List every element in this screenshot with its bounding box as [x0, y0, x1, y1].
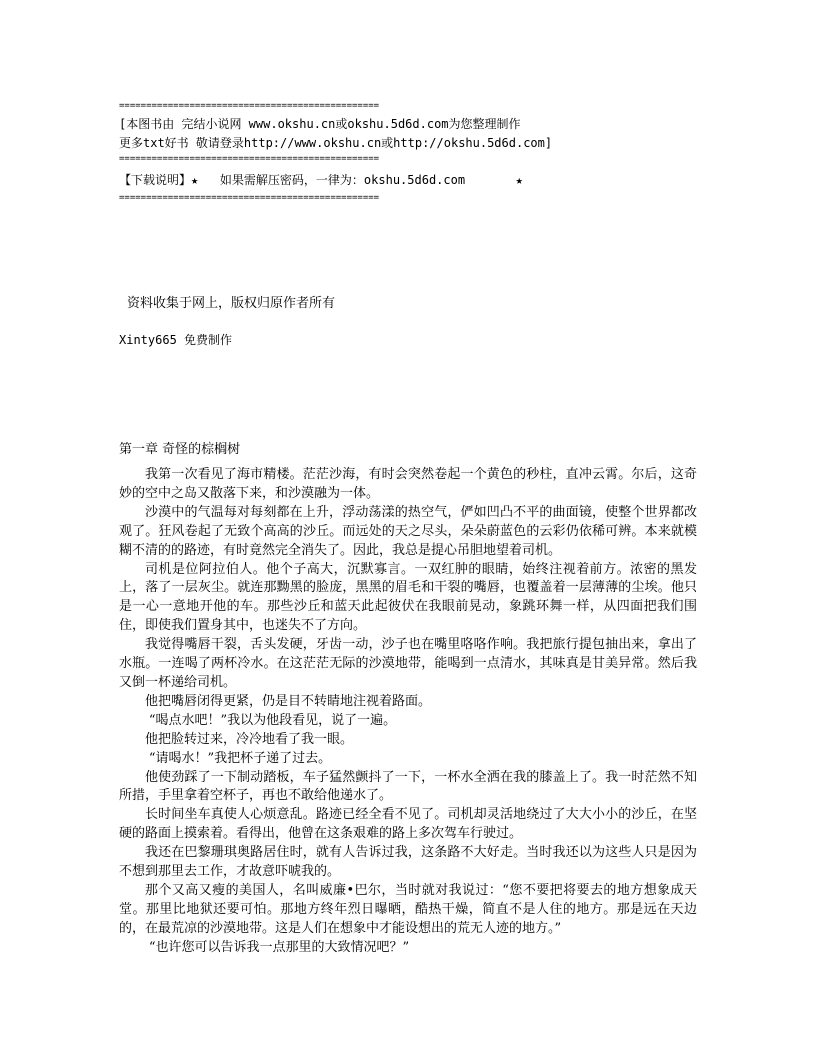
- separator-line: ================================================: [119, 101, 380, 111]
- chapter-title: 第一章 奇怪的棕榈树: [119, 442, 241, 457]
- paragraph: 他把脸转过来，冷冷地看了我一眼。: [145, 731, 354, 747]
- paragraph: 我还在巴黎珊琪奥路居住时，就有人告诉过我，这条路不大好走。当时我还以为这些人只是因为不想到那里去工作，才故意吓唬我的。: [119, 845, 697, 880]
- paragraph: 那个又高又瘦的美国人，名叫威廉•巴尔，当时就对我说过：“您不要把将要去的地方想象成天堂。那里比地狱还要可怕。那地方终年烈日曝晒，酷热干燥，简直不是人住的地方。那是远在天边的，在最荒凉的沙漠地带。这是人们在想象中才能设想出的荒无人迹的地方。”: [119, 882, 697, 936]
- source-line-1: [本图书由 完结小说网 www.okshu.cn或okshu.5d6d.com为您整理制作: [119, 117, 521, 131]
- source-line-2: 更多txt好书 敬请登录http://www.okshu.cn或http://okshu.5d6d.com]: [119, 136, 553, 150]
- download-note: [119, 170, 699, 190]
- paragraph: 我觉得嘴唇干裂，舌头发硬，牙齿一动，沙子也在嘴里咯咯作响。我把旅行提包抽出来，拿出了水瓶。一连喝了两杯冷水。在这茫茫无际的沙漠地带，能喝到一点清水，其味真是甘美异常。然后我又倒一杯递给司机。: [119, 637, 697, 690]
- credit-line: Xinty665 免费制作: [119, 333, 233, 347]
- paragraph: 司机是位阿拉伯人。他个子高大，沉默寡言。一双红肿的眼睛，始终注视着前方。浓密的黑发上，落了一层灰尘。就连那黝黑的脸庞，黑黑的眉毛和干裂的嘴唇，也覆盖着一层薄薄的尘埃。他只是一心一意地开他的车。那些沙丘和蓝天此起彼伏在我眼前晃动，象跳环舞一样，从四面把我们围住，即使我们置身其中，也迷失不了方向。: [119, 561, 697, 634]
- paragraph: 长时间坐车真使人心烦意乱。路迹已经全看不见了。司机却灵活地绕过了大大小小的沙丘，在坚硬的路面上摸索着。看得出，他曾在这条艰难的路上多次驾车行驶过。: [119, 807, 697, 842]
- paragraph: 沙漠中的气温每对每刻都在上升，浮动荡漾的热空气，俨如凹凸不平的曲面镜，使整个世界都改观了。狂风卷起了无致个高高的沙丘。而远处的天之尽头，朵朵蔚蓝色的云彩仍依稀可辨。本来就模糊不清的的路迹，有时竟然完全消失了。因此，我总是提心吊胆地望着司机。: [119, 504, 697, 558]
- chapter-body: [119, 466, 697, 958]
- paragraph: 我第一次看见了海市精楼。茫茫沙海，有时会突然卷起一个黄色的秒柱，直冲云霄。尔后，这奇妙的空中之岛又散落下来，和沙漠融为一体。: [119, 467, 697, 501]
- paragraph: “喝点水吧！”我以为他段看见，说了一遍。: [148, 712, 397, 728]
- separator-line: ================================================: [119, 193, 380, 203]
- download-text: 如果需解压密码，一律为：okshu.5d6d.com: [219, 173, 466, 187]
- paragraph: “请喝水！”我把杯子递了过去。: [148, 750, 332, 766]
- download-label: 【下载说明】★: [119, 173, 199, 187]
- paragraph: 他把嘴唇闭得更紧，仍是目不转睛地注视着路面。: [145, 693, 432, 709]
- paragraph: “也许您可以告诉我一点那里的大致情况吧？”: [148, 939, 410, 955]
- paragraph: 他使劲踩了一下制动踏板，车子猛然颤抖了一下，一杯水全洒在我的膝盖上了。我一时茫然不知所措，手里拿着空杯子，再也不敢给他递水了。: [119, 769, 697, 804]
- star-icon: ★: [515, 173, 523, 187]
- separator-line: ================================================: [119, 154, 380, 164]
- copyright-notice: 资料收集于网上，版权归原作者所有: [127, 296, 336, 311]
